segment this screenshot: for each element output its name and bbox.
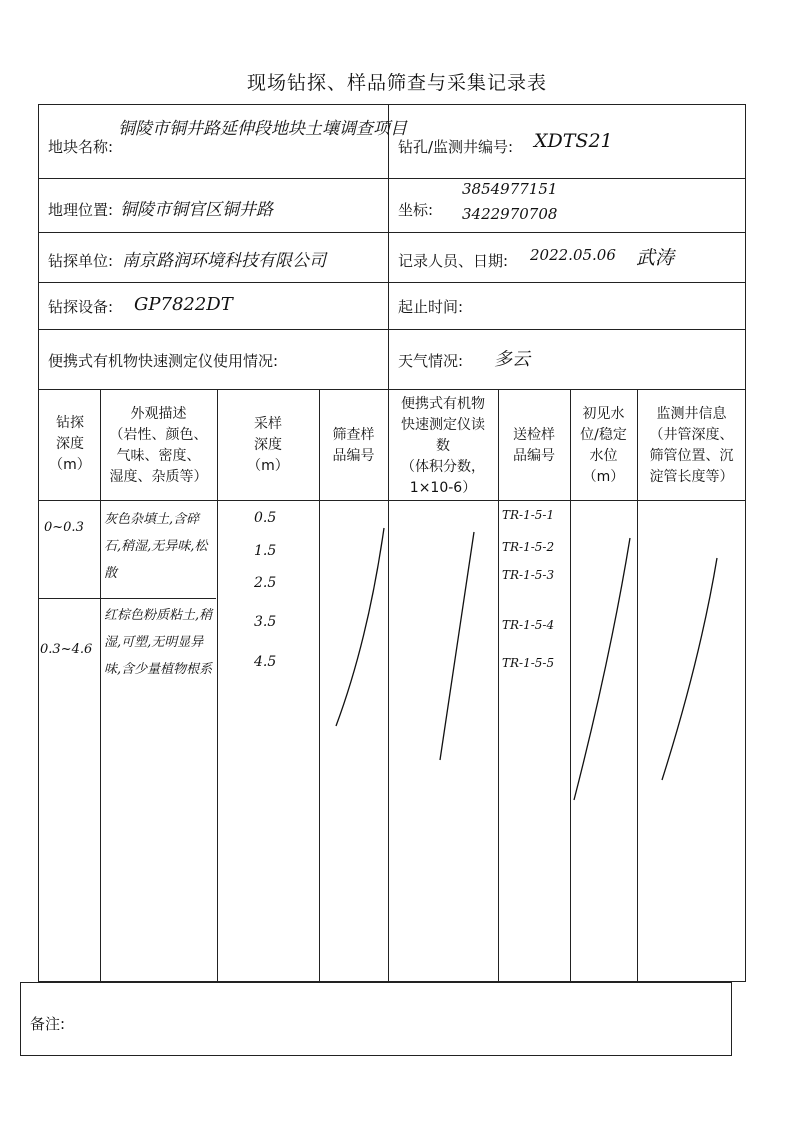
header-sample-depth: 采样 深度 （m） (247, 416, 289, 474)
coords-value-2: 3422970708 (462, 205, 558, 223)
row1-depth: 0~0.3 (44, 520, 84, 535)
row2-depth: 0.3~4.6 (40, 642, 93, 657)
header-screening-id: 筛查样 品编号 (332, 427, 375, 464)
row1-description: 灰色杂填土,含碎石,稍湿,无异味,松散 (104, 512, 208, 581)
plot-name-value: 铜陵市铜井路延伸段地块土壤调查项目 (118, 119, 407, 139)
row-divider (38, 178, 746, 179)
weather-value: 多云 (494, 349, 530, 370)
column-divider (388, 104, 389, 389)
header-drill-depth: 钻探 深度 （m） (49, 415, 91, 473)
header-submitted-id: 送检样 品编号 (513, 427, 555, 464)
row1-sample-depth-1: 0.5 (254, 510, 277, 526)
borehole-value: XDTS21 (534, 130, 613, 152)
equipment-label: 钻探设备: (48, 298, 114, 316)
row-divider (38, 282, 746, 283)
weather-label: 天气情况: (398, 352, 464, 370)
location-value: 铜陵市铜官区铜井路 (120, 200, 273, 220)
coords-value-1: 3854977151 (462, 180, 558, 198)
row-divider (38, 389, 746, 390)
row1-sample-id-1: TR-1-5-1 (502, 508, 555, 522)
row-divider (38, 500, 746, 501)
remarks-label: 备注: (30, 1015, 66, 1033)
equipment-value: GP7822DT (134, 294, 233, 315)
column-divider (319, 389, 320, 982)
location-label: 地理位置: (48, 201, 114, 219)
row2-sample-id-2: TR-1-5-5 (502, 656, 555, 670)
row2-sample-id-1: TR-1-5-4 (502, 618, 555, 632)
row2-sample-depth-2: 4.5 (254, 654, 277, 670)
page-title: 现场钻探、样品筛查与采集记录表 (246, 72, 547, 94)
header-water-level: 初见水 位/稳定 水位 （m） (580, 406, 627, 485)
row1-sample-depth-3: 2.5 (254, 575, 277, 591)
borehole-label: 钻孔/监测井编号: (398, 138, 514, 156)
row1-sample-id-3: TR-1-5-3 (502, 568, 555, 582)
header-well-info: 监测井信息 （井管深度、 筛管位置、沉 淀管长度等） (649, 406, 734, 485)
coords-label: 坐标: (398, 201, 434, 219)
column-divider (498, 389, 499, 982)
row-divider (38, 598, 216, 599)
recorder-date: 2022.05.06 (530, 246, 616, 264)
header-appearance: 外观描述 （岩性、颜色、 气味、密度、 湿度、杂质等） (109, 406, 208, 485)
remarks-box (20, 982, 732, 1056)
row-divider (38, 329, 746, 330)
row1-sample-id-2: TR-1-5-2 (502, 540, 555, 554)
recorder-label: 记录人员、日期: (398, 252, 509, 270)
header-pid-reading: 便携式有机物 快速测定仪读 数 （体积分数， 1×10-6） (401, 396, 485, 496)
row-divider (38, 232, 746, 233)
row1-sample-depth-2: 1.5 (254, 543, 277, 559)
row2-sample-depth-1: 3.5 (254, 614, 277, 630)
recorder-name: 武涛 (636, 247, 675, 269)
plot-name-label: 地块名称: (48, 138, 114, 156)
pid-usage-label: 便携式有机物快速测定仪使用情况: (48, 352, 279, 370)
start-end-label: 起止时间: (398, 298, 464, 316)
column-divider (217, 389, 218, 982)
unit-value: 南京路润环境科技有限公司 (122, 251, 326, 271)
unit-label: 钻探单位: (48, 252, 114, 270)
row2-description: 红棕色粉质粘土,稍湿,可塑,无明显异味,含少量植物根系 (104, 608, 213, 677)
